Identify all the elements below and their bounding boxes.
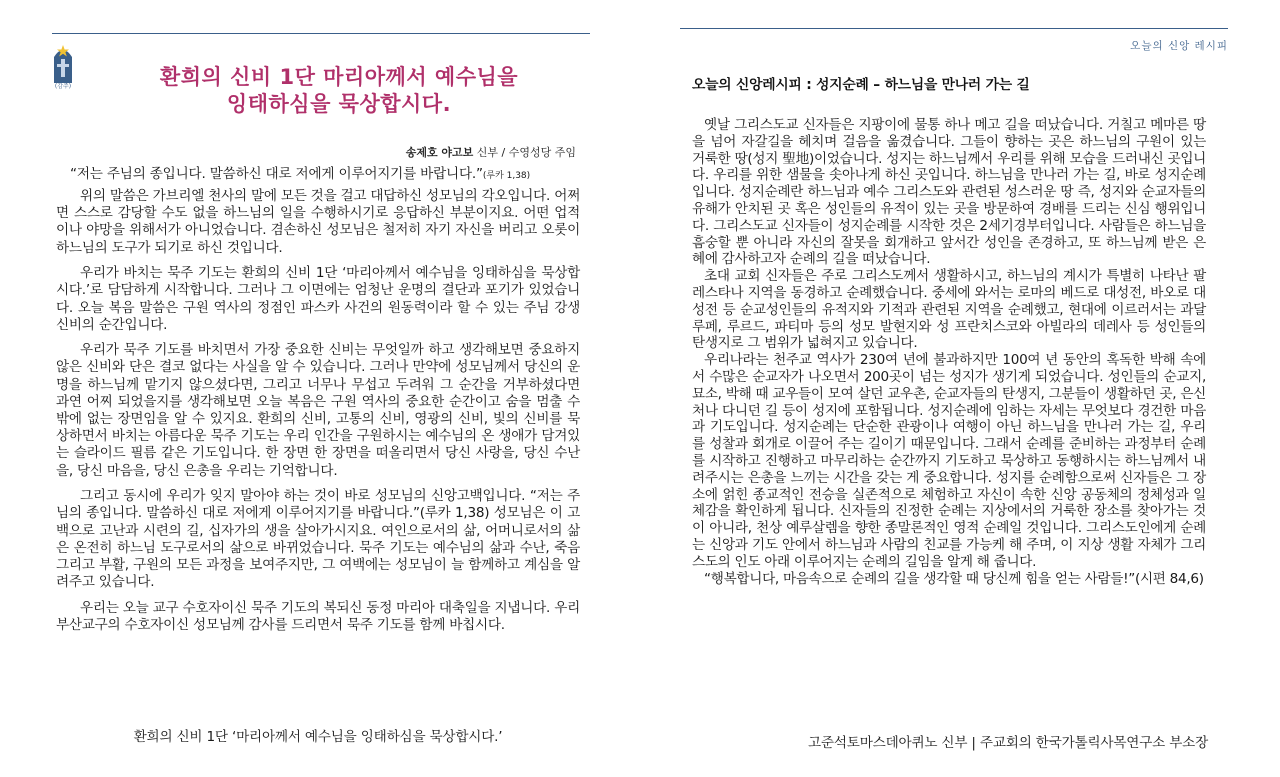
opening-quote-ref: (루카 1,38): [482, 171, 531, 181]
author-byline: [406, 144, 576, 160]
title-line-1: 환희의 신비 1단 마리아께서 예수님을: [159, 65, 519, 89]
author-role: 신부 / 수영성당 주임: [473, 146, 576, 159]
paragraph: 우리가 묵주 기도를 바치면서 가장 중요한 신비는 무엇일까 하고 생각해보면 중요하지 않은 신비와 단은 결코 없다는 사실을 알 수 있습니다. 그러나 만약에 성모님께서 당신의 운명을 하느님께 맡기지 않으셨다면, 그리고 너무나 무섭고 두려워 그 순간을 거부하셨다면 과연 어찌 되었을지를 생각해보면 오늘 복음은 구원 역사의 중요한 순간이고 숨을 멈출 수밖에 없는 장면임을 알 수 있지요. 환희의 신비, 고통의 신비, 영광의 신비, 빛의 신비를 묵상하면서 바치는 아름다운 묵주 기도는 우리 인간을 구원하시는 예수님의 온 생애가 담겨있는 슬라이드 필름 같은 기도입니다. 한 장면 한 장면을 떠올리면서 당신 사랑을, 당신 수난을, 당신 마음을, 당신 은총을 우리는 기억합니다.: [56, 342, 580, 479]
page-title: [88, 64, 590, 118]
paragraph: 그리고 동시에 우리가 잊지 말아야 하는 것이 바로 성모님의 신앙고백입니다. “저는 주님의 종입니다. 말씀하신 대로 저에게 이루어지기를 바랍니다.”(루카 1,38) 성모님은 이 고백으로 고난과 시련의 길, 십자가의 생을 살아가시지요. 여인으로서의 삶, 어머니로서의 삶은 온전히 하느님 도구로서의 삶으로 바뀌었습니다. 묵주 기도는 예수님의 삶과 수난, 죽음 그리고 부활, 구원의 모든 과정을 보여주지만, 그 여백에는 성모님이 늘 함께하고 계심을 알려주고 있습니다.: [56, 488, 580, 591]
paragraph: 우리가 바치는 묵주 기도는 환희의 신비 1단 ‘마리아께서 예수님을 잉태하심을 묵상합시다.’로 담담하게 시작합니다. 그러나 그 이면에는 엄청난 운명의 결단과 포기가 있었습니다. 오늘 복음 말씀은 구원 역사의 정점인 파스카 사건의 원동력이라 할 수 있는 주님 강생 신비의 순간입니다.: [56, 265, 580, 333]
opening-quote: [70, 165, 580, 185]
paragraph: 우리나라는 천주교 역사가 230여 년에 불과하지만 100여 년 동안의 혹독한 박해 속에서 수많은 순교자가 나오면서 200곳이 넘는 성지가 생기게 되었습니다. 성인들의 순교지, 묘소, 박해 때 교우들이 모여 살던 교우촌, 순교자들의 탄생지, 그분들이 생활하던 곳, 은신처나 다니던 길 등이 성지에 포함됩니다. 성지순례에 임하는 자세는 무엇보다 경건한 마음과 기도입니다. 성지순례는 단순한 관광이나 여행이 아닌 하느님을 만나러 가는 길, 우리를 성찰과 회개로 이끌어 주는 길이기 때문입니다. 그래서 순례를 준비하는 과정부터 순례를 시작하고 진행하고 마무리하는 순간까지 기도하고 묵상하고 동행하시는 하느님께서 내려주시는 은총을 느끼는 시간을 갖는 게 중요합니다. 성지를 순례함으로써 신자들은 그 장소에 얽힌 종교적인 전승을 실존적으로 체험하고 자신이 속한 신앙 공동체의 정체성과 일체감을 확인하게 됩니다. 신자들의 진정한 순례는 지상에서의 거룩한 장소를 찾아가는 것이 아니라, 천상 예루살렘을 향한 종말론적인 영적 순례일 것입니다. 그리스도인에게 순례는 신앙과 기도 안에서 하느님과 사람의 친교를 가능케 해 주며, 이 지상 생활 자체가 그리스도의 인도 아래 이루어지는 순례의 길임을 알게 해 줍니다.: [692, 352, 1206, 570]
closing-line: 환희의 신비 1단 ‘마리아께서 예수님을 잉태하심을 묵상합시다.’: [133, 729, 503, 745]
paragraph: 초대 교회 신자들은 주로 그리스도께서 생활하시고, 하느님의 계시가 특별히 나타난 팔레스타나 지역을 동경하고 순례했습니다. 중세에 와서는 로마의 베드로 대성전, 바오로 대성전 등 순교성인들의 유적지와 기적과 관련된 지역을 순례했고, 현대에 이르러서는 과달루페, 루르드, 파티마 등의 성모 발현지와 성 프란치스코와 아빌라의 데레사 등 성인들의 탄생지로 그 범위가 넓혀지고 있습니다.: [692, 268, 1206, 352]
author-signature: 고준석토마스데아퀴노 신부 | 주교회의 한국가톨릭사목연구소 부소장: [808, 735, 1208, 751]
top-rule-left: [52, 33, 590, 34]
article-body-left: [56, 188, 580, 642]
paragraph: “행복합니다, 마음속으로 순례의 길을 생각할 때 당신께 힘을 얻는 사람들!”(시편 84,6): [704, 570, 1204, 587]
left-page: [48, 0, 590, 777]
author-name: 송제호 야고보: [405, 146, 474, 159]
paragraph: 위의 말씀은 가브리엘 천사의 말에 모든 것을 걸고 대답하신 성모님의 각오입니다. 어쩌면 스스로 감당할 수도 없을 하느님의 일을 수행하시기로 응답하신 부분이지요. 어떤 업적이나 야망을 위해서가 아니었습니다. 겸손하신 성모님은 철저히 자기 자신을 버리고 오롯이 하느님의 도구가 되기로 하신 것입니다.: [56, 188, 580, 256]
right-page: [680, 0, 1228, 777]
article-body-right: [692, 117, 1206, 587]
opening-quote-text: “저는 주님의 종입니다. 말씀하신 대로 저에게 이루어지기를 바랍니다.”: [70, 166, 483, 182]
parish-logo-icon: [52, 37, 74, 89]
paragraph: 우리는 오늘 교구 수호자이신 묵주 기도의 복되신 동정 마리아 대축일을 지냅니다. 우리 부산교구의 수호자이신 성모님께 감사를 드리면서 묵주 기도를 함께 바칩시다.: [56, 599, 580, 633]
section-header: 오늘의 신앙 레시피: [1130, 40, 1228, 52]
logo-text: (감주): [54, 83, 72, 89]
title-line-2: 잉태하심을 묵상합시다.: [226, 92, 452, 116]
top-rule-right: [680, 28, 1228, 29]
article-subtitle: 오늘의 신앙레시피 : 성지순례 – 하느님을 만나러 가는 길: [692, 77, 1030, 93]
paragraph: 옛날 그리스도교 신자들은 지팡이에 물통 하나 메고 길을 떠났습니다. 거칠고 메마른 땅을 넘어 자갈길을 헤치며 걸음을 옮겼습니다. 그들이 향하는 곳은 하느님의 구원이 있는 거룩한 땅(성지 聖地)이었습니다. 성지는 하느님께서 우리를 위해 모습을 드러내신 곳입니다. 우리를 위한 샘물을 솟아나게 하신 곳입니다. 하느님을 만나러 가는 길, 바로 성지순례입니다. 성지순례란 하느님과 예수 그리스도와 관련된 성스러운 땅 즉, 성지와 순교자들의 유해가 안치된 곳 혹은 성인들의 유적이 있는 곳을 방문하여 경배를 드리는 신심 행위입니다. 그리스도교 신자들이 성지순례를 시작한 것은 2세기경부터입니다. 사람들은 하느님을 흠숭할 뿐 아니라 자신의 잘못을 회개하고 앞서간 성인을 존경하고, 또 하느님께 받은 은혜에 감사하고자 순례의 길을 떠났습니다.: [692, 117, 1206, 268]
